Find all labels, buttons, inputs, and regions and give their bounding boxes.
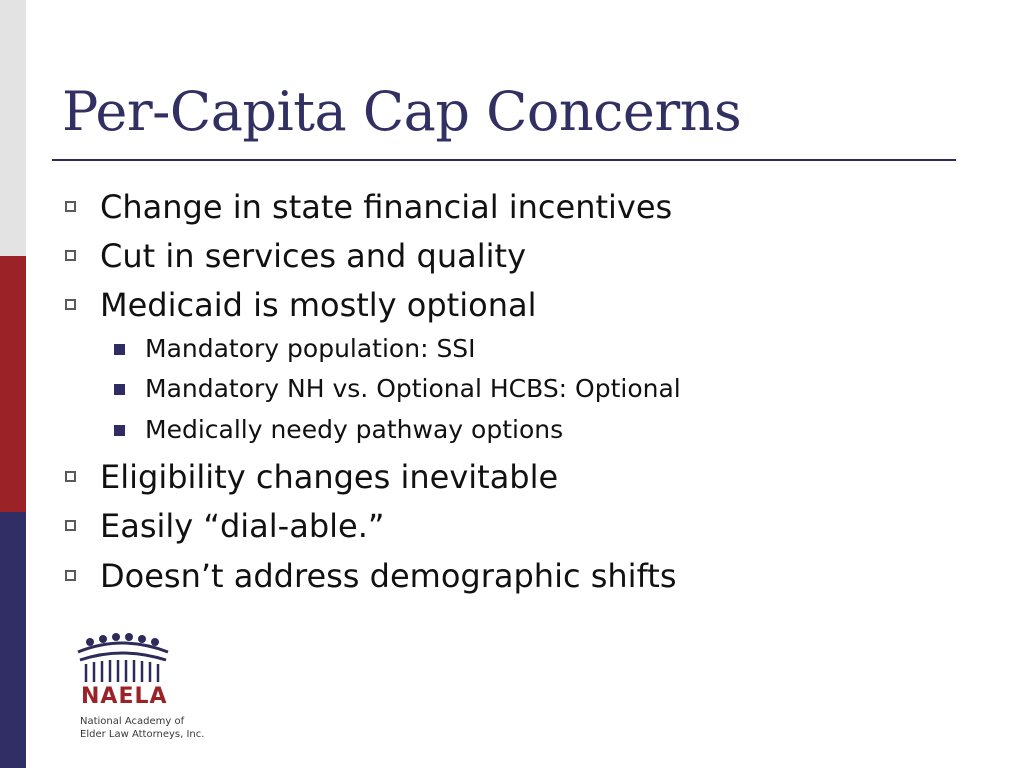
sub-bullet-marker	[114, 344, 125, 355]
bullet-item: Medicaid is mostly optional	[100, 286, 537, 324]
logo-tagline	[80, 715, 204, 741]
logo-tagline-line1: National Academy of	[80, 716, 185, 727]
bullet-marker	[65, 570, 76, 581]
logo-tagline-line2: Elder Law Attorneys, Inc.	[80, 729, 205, 740]
bullet-marker	[65, 299, 76, 310]
bullet-marker	[65, 520, 76, 531]
logo-wordmark: NAELA	[81, 684, 168, 709]
sub-bullet-item: Mandatory population: SSI	[145, 334, 476, 363]
naela-building-icon	[70, 632, 190, 684]
bullet-item: Cut in services and quality	[100, 237, 526, 275]
slide-title: Per-Capita Cap Concerns	[62, 80, 742, 143]
bullet-item: Change in state financial incentives	[100, 188, 673, 226]
bullet-marker	[65, 471, 76, 482]
bullet-marker	[65, 250, 76, 261]
sub-bullet-item: Medically needy pathway options	[145, 415, 564, 444]
sub-bullet-marker	[114, 384, 125, 395]
naela-logo	[70, 632, 205, 744]
bullet-item: Eligibility changes inevitable	[100, 458, 559, 496]
bullet-marker	[65, 201, 76, 212]
sub-bullet-item: Mandatory NH vs. Optional HCBS: Optional	[145, 374, 681, 403]
bullet-item: Easily “dial-able.”	[100, 507, 385, 545]
sub-bullet-marker	[114, 425, 125, 436]
bullet-item: Doesn’t address demographic shifts	[100, 557, 677, 595]
